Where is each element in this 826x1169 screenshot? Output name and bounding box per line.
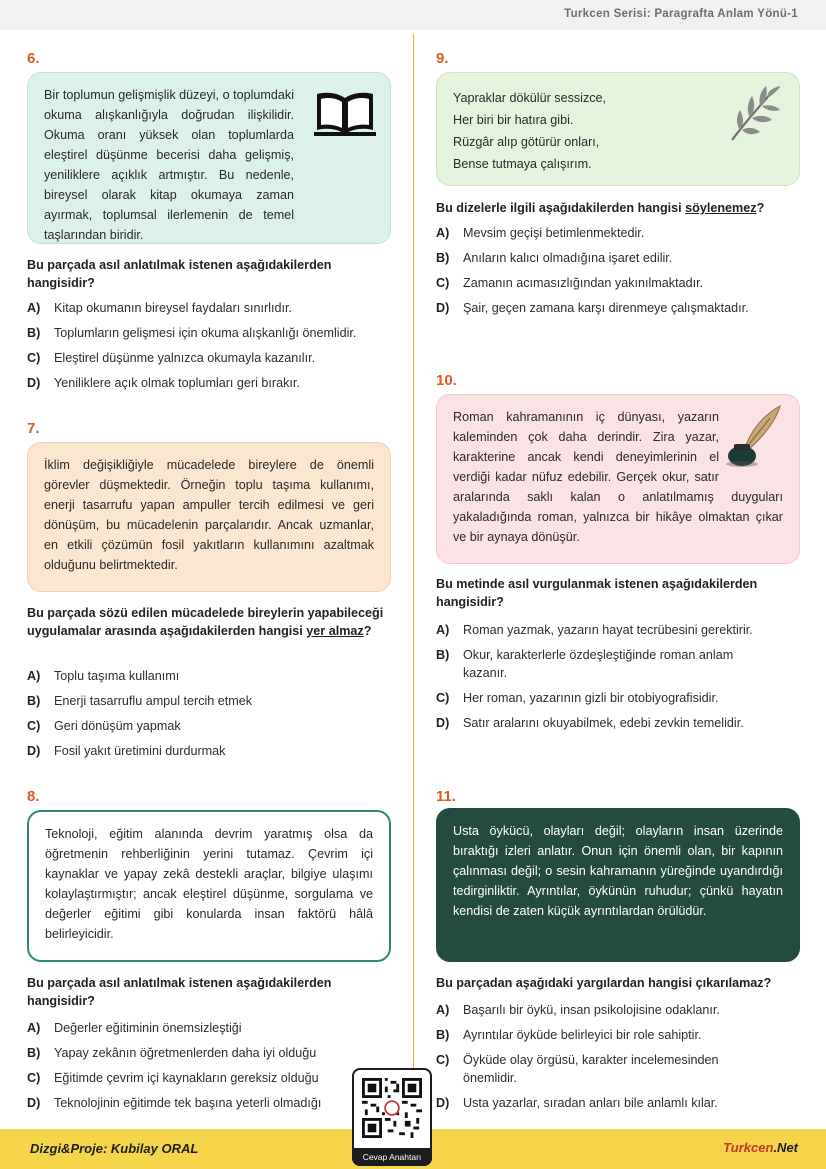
answer-key-qr[interactable] (352, 1068, 432, 1166)
open-book-icon (314, 90, 376, 138)
question-6-stem: Bu parçada asıl anlatılmak istenen aşağıdakilerden hangisidir? (27, 258, 332, 290)
question-8-stem: Bu parçada asıl anlatılmak istenen aşağıdakilerden hangisidir? (27, 976, 332, 1008)
question-7-number: 7. (27, 420, 40, 437)
question-6-number: 6. (27, 50, 40, 67)
series-title: Turkcen Serisi: Paragrafta Anlam Yönü-1 (564, 8, 798, 20)
question-11-option-a[interactable]: A) Başarılı bir öykü, insan psikolojisine odaklanır. (436, 1003, 720, 1017)
question-6-option-c[interactable]: C) Eleştirel düşünme yalnızca okumayla kazanılır. (27, 351, 316, 365)
question-6-options (27, 299, 391, 399)
question-11-stem: Bu parçadan aşağıdaki yargılardan hangisi çıkarılamaz? (436, 976, 772, 990)
question-7-stem: Bu parçada sözü edilen mücadelede bireylerin yapabileceği uygulamalar arasında aşağıdakilerden hangisi yer almaz? (27, 606, 384, 638)
question-7-options (27, 667, 391, 767)
question-8-option-c[interactable]: C) Eğitimde çevrim içi kaynakların gereksiz olduğu (27, 1071, 319, 1085)
page-header (0, 0, 826, 30)
brand-logo[interactable]: Turkcen.Net (723, 1140, 798, 1155)
question-11-number: 11. (436, 788, 457, 805)
poem-line-3: Rüzgâr alıp götürür onları, (453, 135, 600, 149)
question-9-option-c[interactable]: C) Zamanın acımasızlığından yakınılmaktadır. (436, 276, 704, 290)
question-10-passage: Roman kahramanının iç dünyası, yazarın kaleminden çok daha derindir. Zira yazar, karakterine ancak kendi deneyimlerinin el verdiği kadar nüfuz edebilir. Gerçek okur, satır aralarında saklı kalan o anlatılmamış duyguları yakaladığında roman, yalnızca bir hikâye olmaktan çıkar ve bir aynaya dönüşür. (453, 410, 783, 544)
question-6-passage: Bir toplumun gelişmişlik düzeyi, o toplumdaki okuma alışkanlığıyla doğrudan ilişkilidir. Okuma oranı yüksek olan toplumlarda eleştirel düşünme becerisi daha gelişmiş, yeniliklere açıklık artmıştır. Bu nedenle, bireysel olarak kitap okumaya zaman ayırmak, toplumsal ilerlemenin de temel taşlarından biridir. (44, 88, 294, 242)
question-9-option-a[interactable]: A) Mevsim geçişi betimlenmektedir. (436, 226, 645, 240)
question-9-stem-emphasis: söylenemez (685, 201, 757, 215)
question-10-option-b[interactable]: B) Okur, karakterlerle özdeşleştiğinde roman anlam kazanır. (436, 648, 734, 680)
question-7-passage: İklim değişikliğiyle mücadelede bireylere de önemli görevler düşmektedir. Örneğin toplu taşıma kullanımı, enerji tasarrufu yapan ampuller tercih edilmesi ve geri dönüşüm, bu mücadelenin parçalarıdır. Ancak uzmanlar, en etkili çözümün fosil yakıtların kullanımını azaltmak olduğunu belirtmektedir. (44, 458, 374, 572)
question-7-option-c[interactable]: C) Geri dönüşüm yapmak (27, 719, 181, 733)
question-7-option-a[interactable]: A) Toplu taşıma kullanımı (27, 669, 180, 683)
question-9-options (436, 224, 800, 324)
question-6-option-a[interactable]: A) Kitap okumanın bireysel faydaları sınırlıdır. (27, 301, 292, 315)
question-8-option-d[interactable]: D) Teknolojinin eğitimde tek başına yeterli olmadığı (27, 1096, 322, 1110)
question-9-option-d[interactable]: D) Şair, geçen zamana karşı direnmeye çalışmaktadır. (436, 301, 749, 315)
question-7-option-d[interactable]: D) Fosil yakıt üretimini durdurmak (27, 744, 226, 758)
question-9-option-b[interactable]: B) Anıların kalıcı olmadığına işaret edilir. (436, 251, 673, 265)
question-8-passage-box (27, 810, 391, 962)
poem-line-4: Bense tutmaya çalışırım. (453, 157, 592, 171)
question-10-options (436, 621, 800, 739)
column-divider (413, 34, 414, 1124)
question-8-passage: Teknoloji, eğitim alanında devrim yaratmış olsa da öğretmenin rehberliğinin yerini tutamaz. Çevrim içi kaynaklar ve yapay zekâ destekli araçlar, bilgiye ulaşımı kolaylaştırmıştır; ancak eleştirel düşünme, sorgulama ve değerler eğitimi gibi konularda insan faktörü hâlâ belirleyicidir. (45, 827, 373, 941)
question-6-option-d[interactable]: D) Yeniliklere açık olmak toplumları geri bırakır. (27, 376, 300, 390)
qr-caption: Cevap Anahtarı (352, 1148, 432, 1166)
question-11-option-b[interactable]: B) Ayrıntılar öyküde belirleyici bir role sahiptir. (436, 1028, 702, 1042)
question-8-options (27, 1019, 347, 1119)
question-8-option-b[interactable]: B) Yapay zekânın öğretmenlerden daha iyi olduğu (27, 1046, 317, 1060)
question-11-option-d[interactable]: D) Usta yazarlar, sıradan anları bile anlamlı kılar. (436, 1096, 718, 1110)
question-7-option-b[interactable]: B) Enerji tasarruflu ampul tercih etmek (27, 694, 253, 708)
qr-code-icon (362, 1078, 422, 1138)
question-10-option-d[interactable]: D) Satır aralarını okuyabilmek, edebi zevkin temelidir. (436, 716, 744, 730)
question-11-passage-box (436, 808, 800, 962)
question-6-option-b[interactable]: B) Toplumların gelişmesi için okuma alışkanlığı önemlidir. (27, 326, 357, 340)
question-9-stem: Bu dizelerle ilgili aşağıdakilerden hangisi söylenemez? (436, 201, 765, 215)
poem-line-1: Yapraklar dökülür sessizce, (453, 91, 607, 105)
quill-inkwell-icon (724, 404, 782, 468)
question-11-options (436, 1001, 800, 1119)
design-credit: Dizgi&Proje: Kubilay ORAL (30, 1141, 199, 1156)
question-7-passage-box (27, 442, 391, 592)
question-7-stem-emphasis: yer almaz (306, 624, 364, 638)
question-10-option-c[interactable]: C) Her roman, yazarının gizli bir otobiyografisidir. (436, 691, 719, 705)
leaf-branch-icon (726, 84, 782, 144)
question-10-number: 10. (436, 372, 457, 389)
question-9-number: 9. (436, 50, 449, 67)
question-11-option-c[interactable]: C) Öyküde olay örgüsü, karakter incelemesinden önemlidir. (436, 1053, 719, 1085)
question-8-option-a[interactable]: A) Değerler eğitiminin önemsizleştiği (27, 1021, 242, 1035)
question-10-stem: Bu metinde asıl vurgulanmak istenen aşağıdakilerden hangisidir? (436, 577, 758, 609)
question-11-passage: Usta öykücü, olayları değil; olayların insan üzerinde bıraktığı izleri anlatır. Onun için önemli olan, bir kapının çalınması değil; o sesin kahramanın yüreğinde uyandırdığı tedirginliktir. Ayrıntılar, öykünün ruhudur; çünkü hayatın kendisi de zaten küçük ayrıntılardan örülüdür. (453, 824, 783, 918)
poem-line-2: Her biri bir hatıra gibi. (453, 113, 574, 127)
question-8-number: 8. (27, 788, 40, 805)
question-10-option-a[interactable]: A) Roman yazmak, yazarın hayat tecrübesini gerektirir. (436, 623, 753, 637)
